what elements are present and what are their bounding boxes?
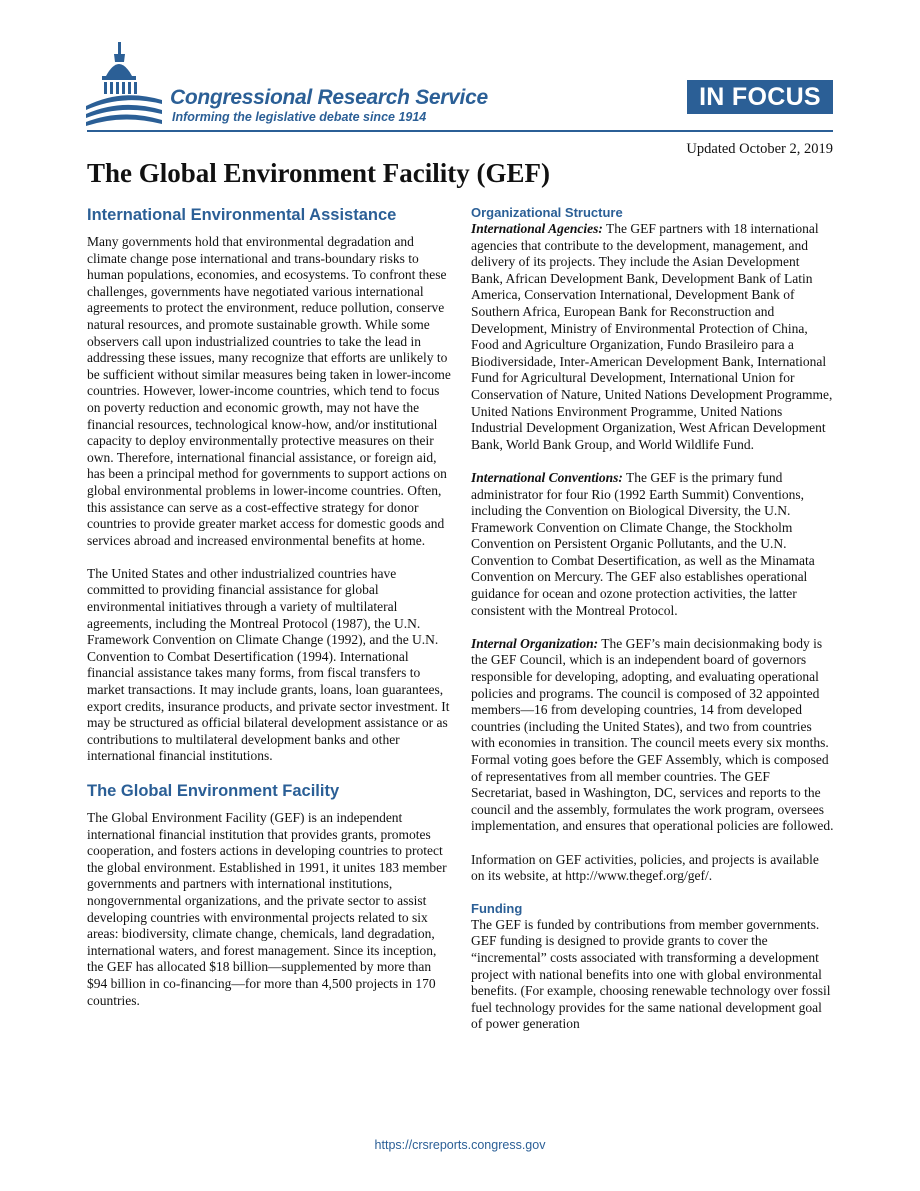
page-header: [0, 0, 920, 188]
section-heading-assistance: International Environmental Assistance: [87, 206, 397, 224]
section-heading-structure: Organizational Structure: [471, 205, 623, 220]
section-heading-funding: Funding: [471, 900, 523, 916]
conventions-lead: International Conventions:: [471, 469, 623, 485]
agencies-lead: International Agencies:: [471, 221, 603, 236]
paragraph-conventions: [471, 470, 834, 619]
capitol-dome-icon: [84, 40, 164, 130]
paragraph-assistance-1: Many governments hold that environmental degradation and climate change pose international and trans-boundary risks to human populations, economies, and ecosystems. To confront these challenges, governments have negotiated various international agreements to protect the environment, reduce pollution, conserve natural resources, and promote sustainable growth. While some observers call upon industrialized countries to take the lead in addressing these issues, many recognize that efforts are unlikely to be sufficient without similar measures being taken in lower-income countries. However, lower-income countries, which tend to focus on poverty reduction and economic growth, may not have the financial resources, technological know-how, and/or institutional capacity to deploy environmentally protective measures on their own. Therefore, international financial assistance, or foreign aid, has been a principal method for governments to support actions on global environmental problems in lower-income countries. Often, this assistance can serve as a cost-effective strategy for donor countries to provide greater market access for domestic goods and services abroad and increased environmental benefits at home.: [87, 234, 451, 548]
right-column: [471, 205, 834, 1033]
agencies-text: The GEF partners with 18 international agencies that contribute to the development, management, and delivery of its projects. They include the Asian Development Bank, African Development Bank, Development Bank of Latin America, Conservation International, Development Bank of Southern Africa, European Bank for Reconstruction and Development, Ministry of Environmental Protection of China, Food and Agriculture Organization, Fundo Brasileiro para a Biodiversidade, Inter-American Development Bank, International Fund for Agricultural Development, International Union for Conservation of Nature, United Nations Development Programme, United Nations Environment Programme, United Nations Industrial Development Organization, West African Development Bank, World Bank Group, and World Wildlife Fund.: [471, 221, 833, 452]
footer-url[interactable]: https://crsreports.congress.gov: [374, 1138, 546, 1152]
internal-lead: Internal Organization:: [471, 635, 599, 651]
org-name: Congressional Research Service: [170, 86, 488, 109]
conventions-text: The GEF is the primary fund administrator for four Rio (1992 Earth Summit) Conventions, including the Convention on Biological Diversity, the U.N. Framework Convention on Climate Change, the Stockholm Convention on Persistent Organic Pollutants, and the U.N. Convention to Combat Desertification, as well as the Minamata Convention on Mercury. The GEF also establishes operational guidance for ocean and ozone protection activities, the latter consistent with the Montreal Protocol.: [471, 469, 815, 618]
section-heading-gef: The Global Environment Facility: [87, 782, 340, 800]
org-tagline: Informing the legislative debate since 1914: [172, 110, 427, 124]
page-title: The Global Environment Facility (GEF): [87, 158, 551, 188]
updated-date: Updated October 2, 2019: [686, 141, 833, 157]
paragraph-agencies: [471, 221, 834, 453]
paragraph-internal: [471, 636, 834, 835]
header-divider: [87, 130, 833, 132]
paragraph-gef-intro: The Global Environment Facility (GEF) is an independent international financial institution that provides grants, promotes cooperation, and fosters actions in developing countries to protect the global environment. Established in 1991, it unites 183 member governments and partners with international institutions, nongovernmental organizations, and the private sector to assist developing countries with environmental projects related to six areas: biodiversity, climate change, chemicals, land degradation, international waters, and forest management. Since its inception, the GEF has allocated $18 billion—supplemented by more than $94 billion in co-financing—for more than 4,500 projects in 170 countries.: [87, 810, 447, 1008]
paragraph-info: Information on GEF activities, policies, and projects is available on its website, at http://www.thegef.org/gef/.: [471, 851, 819, 884]
left-column: [87, 205, 453, 1009]
in-focus-badge: IN FOCUS: [687, 80, 833, 114]
paragraph-funding: The GEF is funded by contributions from member governments. GEF funding is designed to provide grants to cover the “incremental” costs associated with transforming a development project with national benefits into one with global environmental benefits. (For example, choosing renewable technology over fossil fuel technology provides for the same national development goal of power generation: [471, 916, 831, 1032]
internal-text: The GEF’s main decisionmaking body is the GEF Council, which is an independent board of governors responsible for developing, adopting, and evaluating operational policies and programs. The council is composed of 32 appointed members—16 from developing countries, 14 from developed countries (including the United States), and two from countries with economies in transition. The council meets every six months. Formal voting goes before the GEF Assembly, which is composed of representatives from all member countries. The GEF Secretariat, based in Washington, DC, services and reports to the council and the assembly, formulates the work program, oversees implementation, and ensures that operational policies are followed.: [471, 635, 834, 834]
paragraph-assistance-2: The United States and other industrialized countries have committed to providing financial assistance for global environmental initiatives through a variety of multilateral agreements, including the Montreal Protocol (1987), the U.N. Framework Convention on Climate Change (1992), and the U.N. Convention to Combat Desertification (1994). International financial assistance takes many forms, from fiscal transfers to market transactions. It may include grants, loans, loan guarantees, export credits, insurance products, and private sector investment. It may be structured as official bilateral development assistance or as contributions to multilateral development banks and other international financial institutions.: [87, 565, 450, 764]
